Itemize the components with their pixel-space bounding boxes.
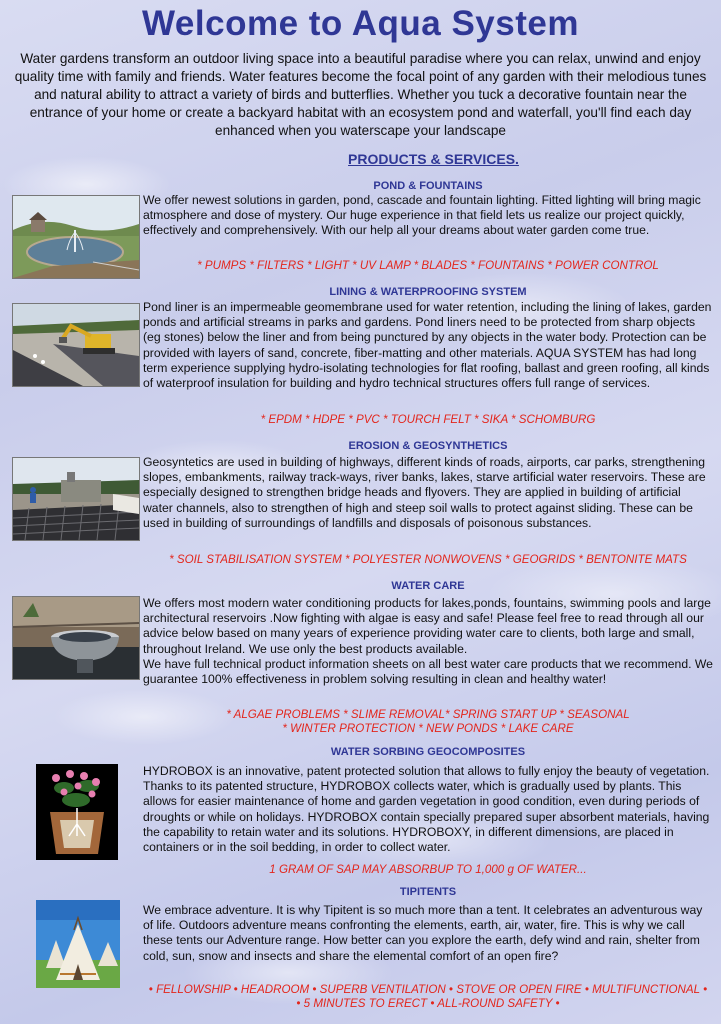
tags-lining: * EPDM * HDPE * PVC * TOURCH FELT * SIKA * SCHOMBURG — [260, 413, 596, 426]
section-body-water-sorbing: HYDROBOX is an innovative, patent protected solution that allows to fully enjoy the beauty of vegetation. Thanks to its patented structure, HYDROBOX collects water, which is gradually used by plants. This allows for easier maintenance of home and garden vegetation in good condition, even during periods of droughts or while on holidays. HYDROBOX contain specially prepared super absorbent materials, having the capability to retain water and its solutions. HYDROBOXY, in different dimensions, are placed in containers or in the soil bedding, in order to collect water. — [143, 764, 710, 855]
geogrid-installation-photo — [12, 457, 140, 541]
page-title: Welcome to Aqua System — [142, 4, 579, 43]
tags-tipitents: • FELLOWSHIP • HEADROOM • SUPERB VENTILATION • STOVE OR OPEN FIRE • MULTIFUNCTIONAL • — [148, 983, 708, 996]
section-title-lining: LINING & WATERPROOFING SYSTEM — [329, 286, 527, 298]
section-title-pond-fountains: POND & FOUNTAINS — [373, 180, 483, 192]
section-body-water-care-2: We have full technical product information sheets on all best water care products that we recommend. We guarantee 100% effectiveness in problem solving resulting in clean and healthy water! — [143, 657, 713, 687]
excavator-liner-photo — [12, 303, 140, 387]
tipi-tents-photo — [36, 900, 120, 988]
tags-pond-fountains: * PUMPS * FILTERS * LIGHT * UV LAMP * BLADES * FOUNTAINS * POWER CONTROL — [197, 259, 659, 272]
tags-erosion: * SOIL STABILISATION SYSTEM * POLYESTER NONWOVENS * GEOGRIDS * BENTONITE MATS — [169, 553, 687, 566]
section-title-water-sorbing: WATER SORBING GEOCOMPOSITES — [330, 746, 526, 758]
section-body-tipitents: We embrace adventure. It is why Tipitent is so much more than a tent. It celebrates an adventurous way of life. Outdoors adventure means confronting the elements, earth, air, water, fire. This is why we call these tents our Adventure range. How better can you explore the earth, defy wind and rain, shelter from cold, sun, snow and insects and share the elemental comfort of an open fire? — [143, 903, 703, 963]
pond-fountain-photo — [12, 195, 140, 279]
section-title-water-care: WATER CARE — [391, 580, 465, 592]
section-body-water-care: We offers most modern water conditioning products for lakes,ponds, fountains, swimming pools and large architectural reservoirs .Now fighting with algae is easy and safe! Please feel free to read through all our advice below based on many years of experience providing water care to clients, both large and small, throughout Ireland. We use only the best products available. — [143, 596, 711, 656]
tags-water-care: * ALGAE PROBLEMS * SLIME REMOVAL* SPRING START UP * SEASONAL — [226, 708, 630, 721]
tags-water-sorbing: 1 GRAM OF SAP MAY ABSORBUP TO 1,000 g OF WATER... — [269, 863, 587, 876]
products-services-heading: PRODUCTS & SERVICES. — [348, 151, 519, 167]
section-body-pond-fountains: We offer newest solutions in garden, pond, cascade and fountain lighting. Fitted lighting will bring magic atmosphere and dose of mystery. Our huge experience in that field lets us realize our project quickly, effectively and comprehensively. With our help all your dreams about water garden come true. — [143, 193, 701, 238]
tags-tipitents-2: • 5 MINUTES TO ERECT • ALL-ROUND SAFETY • — [296, 997, 560, 1010]
section-title-tipitents: TIPITENTS — [399, 886, 457, 898]
hydrobox-plant-photo — [36, 764, 118, 860]
section-body-lining: Pond liner is an impermeable geomembrane used for water retention, including the lining of lakes, garden ponds and artificial streams in parks and gardens. Pond liners need to be protected from sharp objects (eg stones) below the liner and from being punctured by any objects in the water body. Protection can be provided with layers of sand, concrete, fiber-matting and other materials. AQUA SYSTEM has had long term experience supplying hydro-isolating technologies for flat roofing, ballast and green roofing, all kinds of waterproof insulation for building and hydro technical structures offers full range of services. — [143, 300, 712, 391]
intro-paragraph: Water gardens transform an outdoor living space into a beautiful paradise where you can relax, unwind and enjoy quality time with family and friends. Water features become the focal point of any garden with their melodious tunes and natural ability to attract a variety of birds and butterflies. Whether you tuck a decorative fountain near the entrance of your home or create a backyard habitat with an ecosystem pond and waterfall, you'll find each day enhanced when you waterscape your landscape — [14, 51, 707, 138]
section-body-erosion: Geosyntetics are used in building of highways, different kinds of roads, airports, car parks, strengthening slopes, embankments, railway track-ways, river banks, lakes, starve artificial water reservoirs. These are especially designed to strengthen bridge heads and flyovers. They are applied in building of artificial water channels, also to strengthen of high and steep soil walls to protect against sliding. These can be used in building of surroundings of landfills and disposals of poisonous substances. — [143, 455, 706, 530]
water-bowl-feature-photo — [12, 596, 140, 680]
section-title-erosion: EROSION & GEOSYNTHETICS — [348, 440, 508, 452]
tags-water-care-2: * WINTER PROTECTION * NEW PONDS * LAKE CARE — [282, 722, 574, 735]
